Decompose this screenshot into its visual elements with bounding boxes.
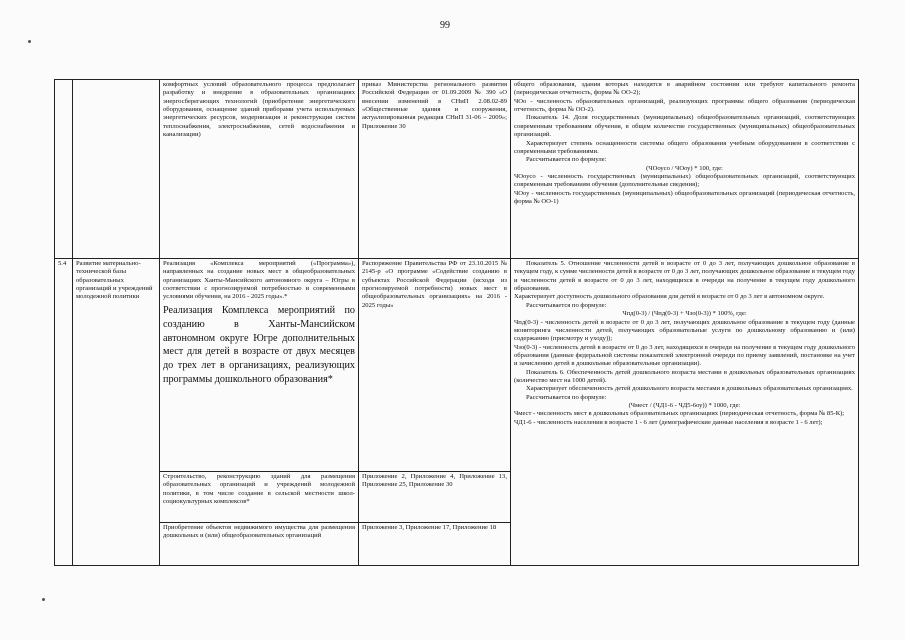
activity-cell xyxy=(160,259,359,472)
indicator-paragraph: Рассчитывается по формуле: xyxy=(526,156,607,164)
indicator-paragraph: Чмест - численность мест в дошкольных образовательных организациях (периодическая отчетность, форма № 85-К); xyxy=(514,410,845,418)
indicator-paragraph: Показатель 5. Отношение численности детей в возрасте от 0 до 3 лет, получающих дошкольное образование в текущем году, к сумме численности детей в возрасте от 0 до 3 лет, получающих дошкольное образование в текущем году и численности детей в возрасте от 0 до 3 лет, находящихся в очереди на получение в текущем году дошкольного образования. xyxy=(514,260,855,293)
indicator-paragraph: Показатель 14. Доля государственных (муниципальных) общеобразовательных организаций, соответствующих современным требованиям обучения, в общем количестве государственных (муниципальных) общеобразовательных организаций. xyxy=(514,114,855,139)
formula-line: (Чмест / (ЧД1-6 - ЧД5-6оу)) * 1000, где: xyxy=(628,402,741,410)
indicator-paragraph: ЧОоусо - численность государственных (муниципальных) общеобразовательных организаций, соответствующих современным требованиям обучения (дополнительные сведения); xyxy=(514,172,855,189)
table-row xyxy=(55,80,859,259)
indicator-paragraph: Чзо(0-3) - численность детей в возрасте от 0 до 3 лет, находящихся в очереди на получение в текущем году дошкольного образования (данные федеральной системы показателей электронной очереди по приему заявлений, постановке на учет и зачислению детей в дошкольные образовательные организации). xyxy=(514,343,855,368)
activity-cell: Приобретение объектов недвижимого имущества для размещения дошкольных и (или) общеобразовательных организаций xyxy=(160,523,359,566)
indicator-paragraph: Показатель 6. Обеспеченность детей дошкольного возраста местами в дошкольных образовательных организациях (количество мест на 1000 детей). xyxy=(514,368,855,385)
row-number-cell: 5.4 xyxy=(55,259,73,566)
row-name-cell xyxy=(73,80,160,259)
program-table xyxy=(54,79,859,566)
indicator-paragraph: Характеризует обеспеченность детей дошкольного возраста местами в дошкольных образовательных организациях. xyxy=(526,385,853,393)
formula-line: (ЧОоусо / ЧОоу) * 100, где: xyxy=(646,164,723,172)
activity-text: Реализация «Комплекса мероприятий («Программа»), направленных на создание новых мест в общеобразовательных организациях Ханты-Мансийского автономного округа – Югры в соответствии с прогнозируемой потребностью и современными условиями обучения, на 2016 - 2025 годы».* xyxy=(163,260,355,301)
indicator-paragraph: Рассчитывается по формуле: xyxy=(526,301,607,309)
activity-text-large: Реализация Комплекса мероприятий по созданию в Ханты-Мансийском автономном округе Югре дополнительных мест для детей в возрасте от двух месяцев до трех лет в организациях, реализующих программы дошкольного образования* xyxy=(163,304,355,386)
table-row xyxy=(55,259,859,472)
row-number-cell xyxy=(55,80,73,259)
row-name-cell: Развитие материально-технической базы образовательных организаций и учреждений молодежной политики xyxy=(73,259,160,566)
basis-cell: приказ Министерства регионального развития Российской Федерации от 01.09.2009 № 390 «О внесении изменений в СНиП 2.08.02-89 «Общественные здания и сооружения, актуализированная редакция СНиП 31-06 – 2009»; Приложение 30 xyxy=(359,80,511,259)
basis-cell: Приложение 3, Приложение 17, Приложение 18 xyxy=(359,523,511,566)
indicator-paragraph: ЧОо - численность образовательных организаций, реализующих программы общего образования (периодическая отчетность, форма № ОО-2). xyxy=(514,97,855,114)
basis-cell: Распоряжение Правительства РФ от 23.10.2015 № 2145-р «О программе «Содействие созданию в субъектах Российской Федерации (исходя из прогнозируемой потребности) новых мест в общеобразовательных организациях» на 2016 - 2025 годы» xyxy=(359,259,511,472)
indicator-paragraph: общего образования, здания которых находятся в аварийном состоянии или требуют капитального ремонта (периодическая отчетность, форма № ОО-2); xyxy=(514,81,855,97)
page-number: 99 xyxy=(440,20,450,31)
indicator-paragraph: Характеризует степень оснащенности системы общего образования учебным оборудованием в соответствии с современными требованиями. xyxy=(514,139,855,155)
indicator-paragraph: Рассчитывается по формуле: xyxy=(526,393,607,401)
activity-cell: Строительство, реконструкцию зданий для размещения образовательных организаций и учреждений молодежной политики, в том числе создание в сельской местности школ- социокультурных комплексов* xyxy=(160,472,359,523)
indicators-list xyxy=(514,81,855,206)
indicators-list xyxy=(514,260,855,427)
formula-line: Чпд(0-3) / (Чпд(0-3) + Чзо(0-3)) * 100%, где: xyxy=(622,310,747,318)
indicator-paragraph: ЧОоу - численность государственных (муниципальных) общеобразовательных организаций (периодическая отчетность, форма № ОО-1) xyxy=(514,189,855,206)
basis-cell: Приложение 2, Приложение 4, Приложение 13, Приложение 25, Приложение 30 xyxy=(359,472,511,523)
indicator-paragraph: Характеризует доступность дошкольного образования для детей в возрасте от 0 до 3 лет в автономном округе. xyxy=(514,293,825,301)
indicator-paragraph: Чпд(0-3) - численность детей в возрасте от 0 до 3 лет, получающих дошкольное образование в текущем году (данные мониторинга численности детей, получающих образовательные услуги по дошкольному образованию и (или) содержанию (присмотру и уходу)); xyxy=(514,318,855,343)
activity-cell: комфортных условий образовательного процесса предполагает разработку и внедрение в образовательных организациях энергосберегающих технологий (приобретение энергетического оборудования, оснащение зданий приборами учета используемых энергетических ресурсов, модернизация и реконструкция систем теплоснабжения, электроснабжения, сетей водоснабжения и канализации) xyxy=(160,80,359,259)
scan-speck xyxy=(28,40,31,43)
indicator-paragraph: ЧД1-6 - численность населения в возрасте 1 - 6 лет (демографические данные населения в возрасте 1 - 6 лет); xyxy=(514,418,823,426)
scan-speck xyxy=(42,598,45,601)
indicators-cell xyxy=(511,80,859,259)
indicators-cell xyxy=(511,259,859,566)
